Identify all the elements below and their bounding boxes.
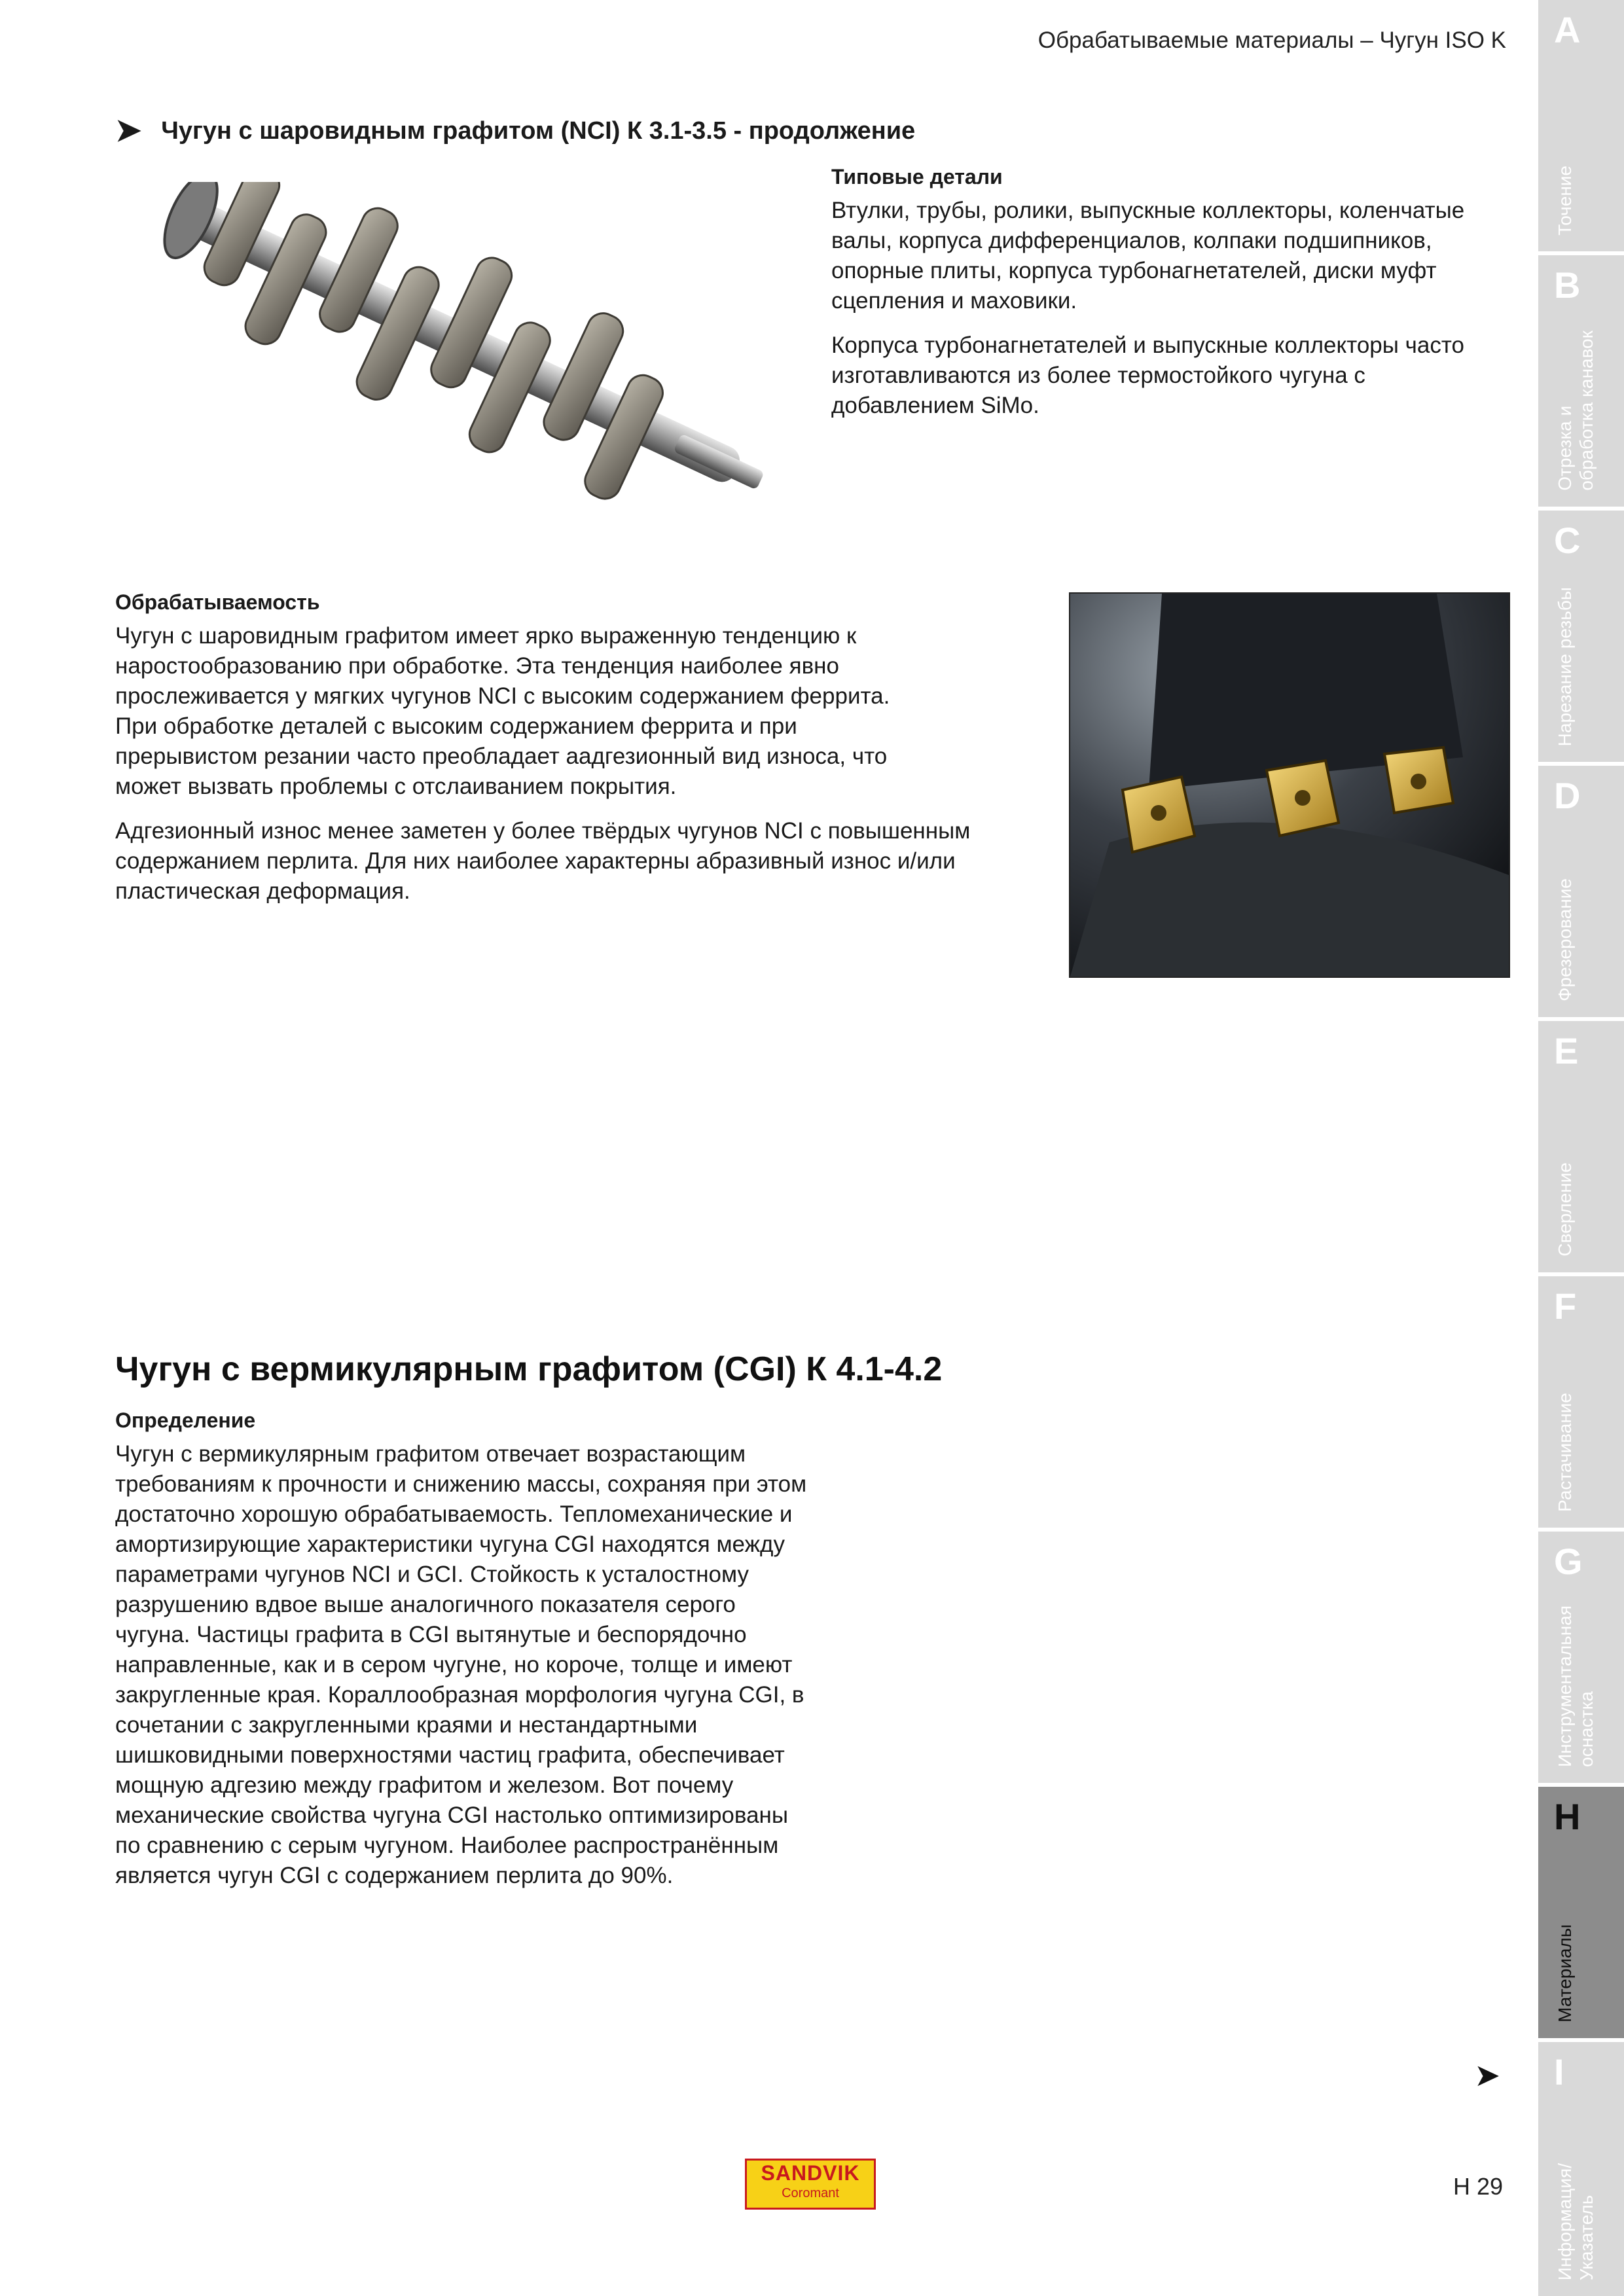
page-number: H 29	[1453, 2173, 1504, 2200]
tab-label: Нарезание резьбы	[1555, 586, 1575, 746]
tab-label: Растачивание	[1555, 1393, 1575, 1512]
logo-line-1: SANDVIK	[761, 2161, 860, 2185]
tab-label: Отрезка и обработка канавок	[1555, 331, 1597, 491]
section-title-text: Чугун с шаровидным графитом (NCI) К 3.1-3.5 - продолжение	[161, 117, 916, 145]
logo-line-2: Coromant	[782, 2186, 839, 2200]
definition-block	[115, 1408, 809, 1905]
tab-letter: E	[1554, 1030, 1579, 1071]
tab-b-parting-grooving[interactable]	[1538, 255, 1624, 511]
tab-a-turning[interactable]	[1538, 0, 1624, 255]
sandvik-coromant-logo	[745, 2159, 876, 2210]
tab-label: Точение	[1555, 166, 1575, 236]
section-title-cgi: Чугун с вермикулярным графитом (CGI) К 4.1-4.2	[115, 1350, 943, 1388]
tab-label: Информация/ Указатель	[1555, 2162, 1597, 2280]
tab-label: Инструментальная оснастка	[1555, 1605, 1597, 1767]
tab-label: Фрезерование	[1555, 878, 1575, 1001]
section-title-nci	[115, 115, 915, 147]
machinability-heading: Обрабатываемость	[115, 590, 320, 614]
machinability-block	[115, 590, 1045, 921]
tab-f-boring[interactable]	[1538, 1276, 1624, 1532]
running-header: Обрабатываемые материалы – Чугун ISO K	[1038, 27, 1506, 53]
tab-c-threading[interactable]	[1538, 511, 1624, 766]
typical-parts-text-2: Корпуса турбонагнетателей и выпускные коллекторы часто изготавливаются из более термостойкого чугуна с добавлением SiMo.	[831, 332, 1464, 418]
tab-letter: H	[1554, 1796, 1581, 1837]
tab-letter: I	[1554, 2051, 1564, 2092]
tab-d-milling[interactable]	[1538, 766, 1624, 1021]
tab-label: Сверление	[1555, 1162, 1575, 1257]
typical-parts-heading: Типовые детали	[831, 165, 1003, 188]
machinability-text-2: Адгезионный износ менее заметен у более твёрдых чугунов NCI с повышенным содержанием перлита. Для них наиболее характерны абразивный износ и/или пластическая деформация.	[115, 818, 971, 904]
typical-parts-block	[831, 165, 1512, 435]
tab-letter: C	[1554, 520, 1581, 561]
tab-h-materials[interactable]	[1538, 1787, 1624, 2042]
tab-letter: B	[1554, 264, 1581, 306]
next-page-arrow-icon[interactable]: ➤	[1474, 2058, 1501, 2093]
typical-parts-text-1: Втулки, трубы, ролики, выпускные коллекторы, коленчатые валы, корпуса дифференциалов, колпаки подшипников, опорные плиты, корпуса турбонагнетателей, диски муфт сцепления и маховики.	[831, 198, 1465, 314]
machinability-text-1: Чугун с шаровидным графитом имеет ярко выраженную тенденцию к наростообразованию при обработке. Эта тенденция наиболее явно прослеживается у мягких чугунов NCI с высоким содержанием феррита. При обработке деталей с высоким содержанием феррита и при прерывистом резании часто преобладает аадгезионный вид износа, что может вызвать проблемы с отслаиванием покрытия.	[115, 623, 890, 799]
tab-label: Материалы	[1555, 1924, 1575, 2022]
tab-letter: G	[1554, 1541, 1583, 1582]
tab-letter: D	[1554, 775, 1581, 816]
tab-e-drilling[interactable]	[1538, 1021, 1624, 1276]
crankshaft-photo	[122, 182, 796, 509]
milling-photo	[1069, 592, 1510, 978]
tab-g-tooling[interactable]	[1538, 1532, 1624, 1787]
tab-letter: F	[1554, 1285, 1577, 1327]
definition-text: Чугун с вермикулярным графитом отвечает возрастающим требованиям к прочности и снижению массы, сохраняя при этом достаточно хорошую обрабатываемость. Тепломеханические и амортизирующие характеристики чугуна CGI находятся между параметрами чугунов NCI и GCI. Стойкость к усталостному разрушению вдвое выше аналогичного показателя серого чугуна. Частицы графита в CGI вытянутые и беспорядочно направленные, как и в сером чугуне, но короче, толще и имеют закругленные края. Кораллообразная морфология чугуна CGI, в сочетании с закругленными краями и нестандартными шишковидными поверхностями частиц графита, обеспечивает мощную адгезию между графитом и железом. Вот почему механические свойства чугуна CGI настолько оптимизированы по сравнению с серым чугуном. Наиболее распространённым является чугун CGI с содержанием перлита до 90%.	[115, 1441, 807, 1888]
tab-i-info-index[interactable]	[1538, 2042, 1624, 2296]
arrow-right-icon: ➤	[115, 113, 142, 148]
chapter-tabs	[1538, 0, 1624, 2296]
tab-letter: A	[1554, 9, 1581, 50]
definition-heading: Определение	[115, 1408, 256, 1432]
